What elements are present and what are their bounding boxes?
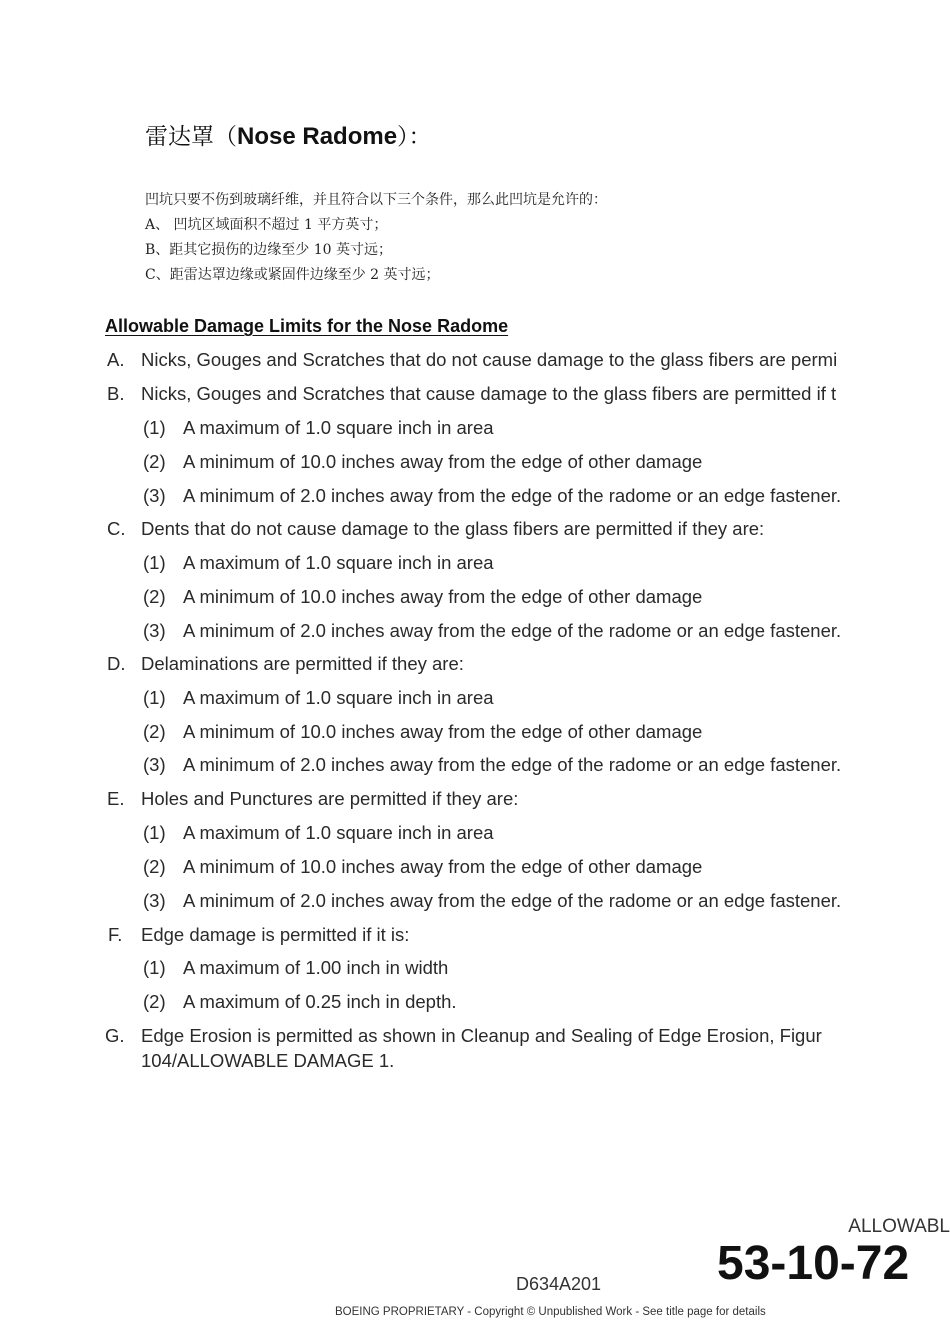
zh-line-b: B、距其它损伤的边缘至少 10 英寸远；: [145, 242, 393, 258]
footer-chapter-code: 53-10-72: [717, 1237, 910, 1290]
sub-item-text: A maximum of 1.0 square inch in area: [183, 687, 494, 708]
sub-item-number: (3): [143, 754, 166, 775]
item-text: Edge damage is permitted if it is:: [141, 924, 410, 945]
zh-line-c: C、距雷达罩边缘或紧固件边缘至少 2 英寸远；: [145, 267, 440, 283]
item-letter: C.: [107, 518, 126, 539]
item-letter: G.: [105, 1025, 125, 1046]
item-letter: E.: [107, 788, 125, 809]
item-text: Holes and Punctures are permitted if they are:: [141, 788, 519, 809]
sub-item-text: A minimum of 10.0 inches away from the edge of other damage: [183, 451, 703, 472]
item-text: Nicks, Gouges and Scratches that do not cause damage to the glass fibers are permi: [141, 349, 838, 370]
sub-item-text: A minimum of 2.0 inches away from the edge of the radome or an edge fastener.: [183, 620, 842, 641]
sub-item-text: A minimum of 2.0 inches away from the edge of the radome or an edge fastener.: [183, 890, 842, 911]
item-letter: B.: [107, 383, 125, 404]
sub-item-number: (1): [143, 822, 166, 843]
sub-item-number: (2): [143, 586, 166, 607]
sub-item-number: (1): [143, 687, 166, 708]
sub-item-number: (2): [143, 451, 166, 472]
item-text: Edge Erosion is permitted as shown in Cleanup and Sealing of Edge Erosion, Figur: [141, 1025, 822, 1046]
zh-line-a: A、 凹坑区域面积不超过 1 平方英寸；: [145, 217, 388, 233]
zh-title-suffix: ）：: [397, 124, 432, 150]
damage-limits-heading: Allowable Damage Limits for the Nose Radome: [105, 316, 509, 336]
sub-item-text: A minimum of 10.0 inches away from the edge of other damage: [183, 856, 703, 877]
zh-title-english: Nose Radome: [237, 123, 398, 150]
sub-item-number: (3): [143, 485, 166, 506]
item-text: Dents that do not cause damage to the glass fibers are permitted if they are:: [141, 518, 765, 539]
sub-item-number: (1): [143, 552, 166, 573]
sub-item-number: (2): [143, 991, 166, 1012]
zh-section-title: [145, 118, 432, 151]
zh-title-prefix: 雷达罩（: [145, 124, 237, 150]
sub-item-text: A minimum of 10.0 inches away from the edge of other damage: [183, 721, 703, 742]
sub-item-number: (3): [143, 620, 166, 641]
item-text-continuation: 104/ALLOWABLE DAMAGE 1.: [141, 1050, 395, 1071]
sub-item-number: (2): [143, 721, 166, 742]
sub-item-number: (2): [143, 856, 166, 877]
sub-item-text: A minimum of 2.0 inches away from the edge of the radome or an edge fastener.: [183, 754, 842, 775]
sub-item-text: A maximum of 0.25 inch in depth.: [183, 991, 457, 1012]
item-letter: F.: [108, 924, 123, 945]
sub-item-number: (3): [143, 890, 166, 911]
sub-item-text: A minimum of 2.0 inches away from the edge of the radome or an edge fastener.: [183, 485, 842, 506]
item-letter: A.: [107, 349, 125, 370]
zh-line-intro: 凹坑只要不伤到玻璃纤维，并且符合以下三个条件，那么此凹坑是允许的：: [145, 192, 607, 208]
footer-proprietary-notice: BOEING PROPRIETARY - Copyright © Unpublished Work - See title page for details: [335, 1306, 766, 1318]
sub-item-number: (1): [143, 417, 166, 438]
sub-item-text: A minimum of 10.0 inches away from the edge of other damage: [183, 586, 703, 607]
item-text: Nicks, Gouges and Scratches that cause damage to the glass fibers are permitted if t: [141, 383, 837, 404]
item-letter: D.: [107, 653, 126, 674]
footer-section-word: ALLOWABL: [848, 1216, 950, 1237]
sub-item-text: A maximum of 1.0 square inch in area: [183, 552, 494, 573]
item-text: Delaminations are permitted if they are:: [141, 653, 464, 674]
footer-document-number: D634A201: [516, 1274, 602, 1294]
sub-item-text: A maximum of 1.00 inch in width: [183, 957, 449, 978]
sub-item-text: A maximum of 1.0 square inch in area: [183, 417, 494, 438]
sub-item-number: (1): [143, 957, 166, 978]
sub-item-text: A maximum of 1.0 square inch in area: [183, 822, 494, 843]
